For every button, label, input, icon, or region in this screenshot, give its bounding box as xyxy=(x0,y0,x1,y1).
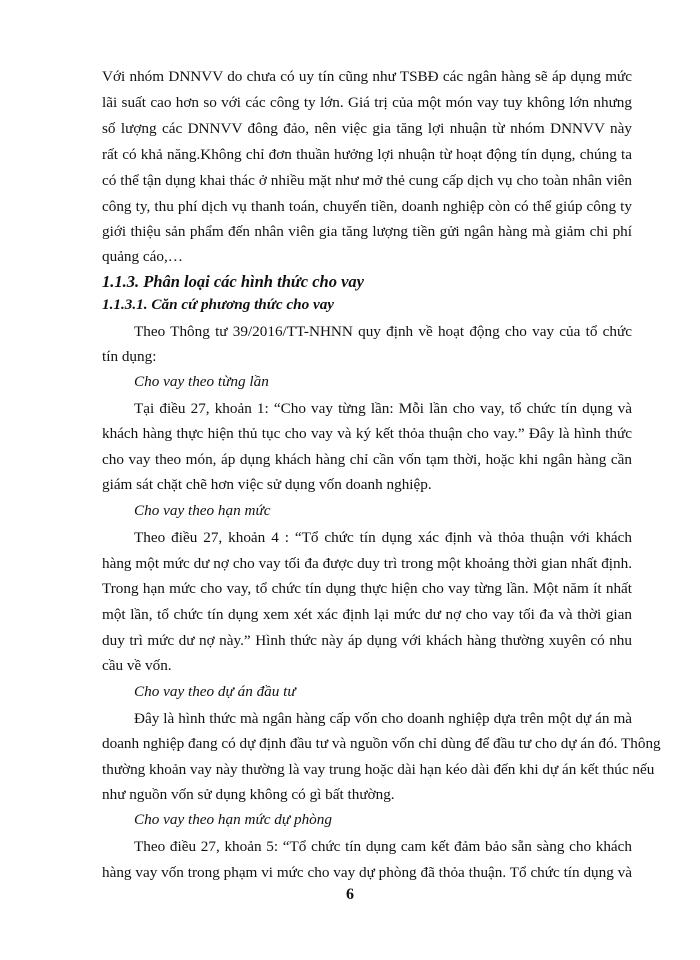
paragraph-2-line: một lần, tổ chức tín dụng xem xét xác định lại mức dư nợ cho vay tối đa và thời gian xyxy=(102,606,632,623)
intro-line: lãi suất cao hơn so với các công ty lớn. Giá trị của một món vay tuy không lớn nhưng xyxy=(102,94,632,111)
circular-line: tín dụng: xyxy=(102,348,157,365)
paragraph-3-line: thường khoản vay này thường là vay trung hoặc dài hạn kéo dài đến khi dự án kết thúc nếu xyxy=(102,761,655,778)
paragraph-2-line: cầu về vốn. xyxy=(102,657,172,674)
intro-line: số lượng các DNNVV đông đảo, nên việc gia tăng lợi nhuận từ nhóm DNNVV này xyxy=(102,120,632,137)
section-heading-1-1-3: 1.1.3. Phân loại các hình thức cho vay xyxy=(102,272,364,291)
subheading-loan-each-time: Cho vay theo từng lần xyxy=(134,373,269,390)
subheading-loan-standby-limit: Cho vay theo hạn mức dự phòng xyxy=(134,811,332,828)
paragraph-4-line: hàng vay vốn trong phạm vi mức cho vay dự phòng đã thỏa thuận. Tổ chức tín dụng và xyxy=(102,864,632,881)
intro-line: Với nhóm DNNVV do chưa có uy tín cũng như TSBĐ các ngân hàng sẽ áp dụng mức xyxy=(102,68,632,85)
paragraph-3-line: Đây là hình thức mà ngân hàng cấp vốn cho doanh nghiệp dựa trên một dự án mà xyxy=(134,710,632,727)
paragraph-2-line: duy trì mức dư nợ này.” Hình thức này áp dụng với khách hàng thường xuyên có nhu xyxy=(102,632,632,649)
intro-line: quảng cáo,… xyxy=(102,248,183,265)
paragraph-3-line: doanh nghiệp đang có dự định đầu tư và nguồn vốn chỉ dùng để đầu tư cho dự án đó. Thông xyxy=(102,735,661,752)
paragraph-2-line: hàng một mức dư nợ cho vay tối đa được duy trì trong một khoảng thời gian nhất định. xyxy=(102,555,632,572)
intro-line: rất có khả năng.Không chỉ đơn thuần hưởng lợi nhuận từ hoạt động tín dụng, chúng ta xyxy=(102,146,632,163)
paragraph-1-line: giám sát chặt chẽ hơn việc sử dụng vốn doanh nghiệp. xyxy=(102,476,432,493)
subheading-loan-credit-limit: Cho vay theo hạn mức xyxy=(134,502,271,519)
page-number: 6 xyxy=(346,886,354,903)
paragraph-1-line: cho vay theo món, áp dụng khách hàng chỉ cần vốn tạm thời, hoặc khi ngân hàng cần xyxy=(102,451,632,468)
paragraph-2-line: Theo điều 27, khoản 4 : “Tổ chức tín dụng xác định và thỏa thuận với khách xyxy=(134,529,632,546)
paragraph-4-line: Theo điều 27, khoản 5: “Tổ chức tín dụng cam kết đảm bảo sẵn sàng cho khách xyxy=(134,838,632,855)
intro-line: giới thiệu sản phẩm đến nhân viên gia tăng lượng tiền gửi ngân hàng mà giảm chi phí xyxy=(102,223,632,240)
paragraph-1-line: Tại điều 27, khoản 1: “Cho vay từng lần: Mỗi lần cho vay, tổ chức tín dụng và xyxy=(134,400,632,417)
paragraph-1-line: khách hàng thực hiện thủ tục cho vay và ký kết thỏa thuận cho vay.” Đây là hình thức xyxy=(102,425,632,442)
section-heading-1-1-3-1: 1.1.3.1. Căn cứ phương thức cho vay xyxy=(102,296,335,313)
paragraph-3-line: như nguồn vốn sử dụng không có gì bất thường. xyxy=(102,786,395,803)
circular-line: Theo Thông tư 39/2016/TT-NHNN quy định về hoạt động cho vay của tổ chức xyxy=(134,323,632,340)
intro-line: có thể tận dụng khai thác ở nhiều mặt như mở thẻ cung cấp dịch vụ cho toàn nhân viên xyxy=(102,172,632,189)
subheading-loan-investment-project: Cho vay theo dự án đầu tư xyxy=(134,683,296,700)
paragraph-2-line: Trong hạn mức cho vay, tổ chức tín dụng thực hiện cho vay từng lần. Một năm ít nhất xyxy=(102,580,632,597)
intro-line: công ty, thu phí dịch vụ thanh toán, chuyển tiền, doanh nghiệp còn có thể giúp công ty xyxy=(102,198,632,215)
